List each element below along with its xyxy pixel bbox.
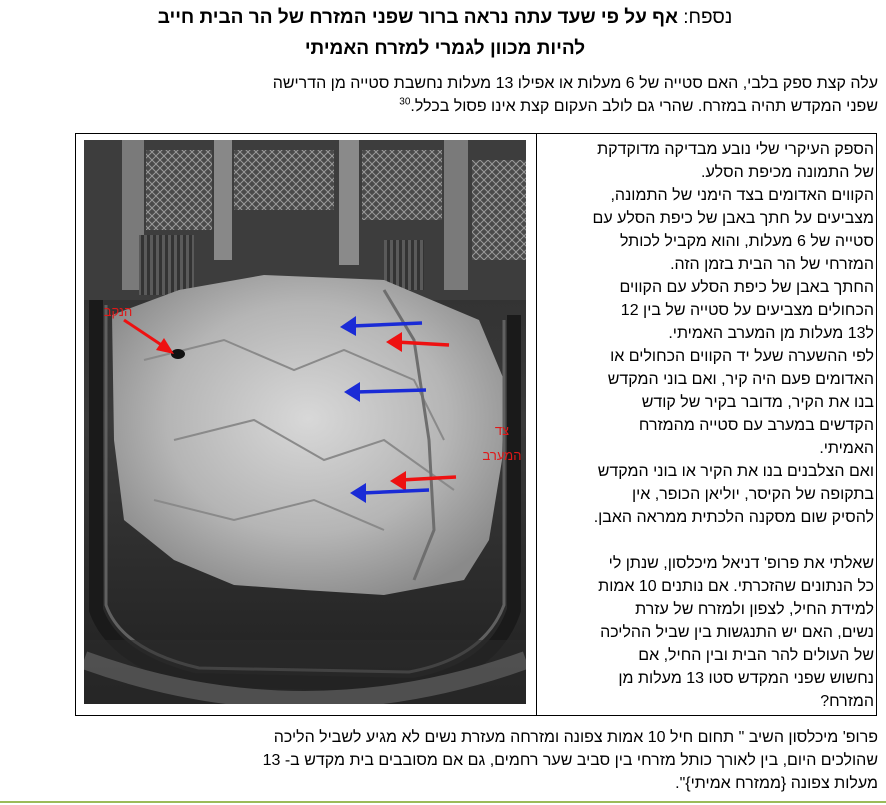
caption-line: החתך באבן של כיפת הסלע עם הקווים (619, 279, 874, 296)
caption-line: הכחולים מצביעים על סטייה של בין 12 (620, 302, 874, 319)
dome-of-the-rock-photo (84, 140, 526, 704)
intro-line-1: עלה קצת ספק בלבי, האם סטייה של 6 מעלות או אפילו 13 מעלות נחשבת סטייה מן הדרישה (272, 75, 878, 92)
caption-line: ל13 מעלות מן המערב האמיתי. (668, 325, 874, 342)
caption-line: בנו את הקיר, מדובר בקיר של קודש (641, 394, 874, 411)
caption-line: נשים, האם יש התנגשות בין שביל ההליכה (600, 624, 874, 641)
window-4 (472, 160, 526, 260)
blue-arrow-2-shaft (356, 390, 426, 392)
caption-line: האמיתי. (819, 440, 874, 457)
caption-line: של העולים להר הבית ובין החיל, אם (638, 647, 874, 664)
bottom-rule (0, 801, 886, 803)
shrine-left (139, 235, 194, 295)
heading-lead: נספח: (683, 7, 733, 28)
answer-line-3: מעלות צפונה {ממזרח אמיתי}". (675, 775, 878, 792)
intro-line-2-text: שפני המקדש תהיה במזרח. שהרי גם לולב העקום קצת אינו פסול בכלל. (410, 98, 878, 115)
footnote-marker: 30 (399, 96, 411, 108)
caption-line: נחשוש שפני המקדש סטו 13 מעלות מן (618, 670, 874, 687)
heading-line-1 (14, 2, 876, 33)
caption-line: סטייה של 6 מעלות, והוא מקביל לכותל (620, 233, 874, 250)
shrine-right (384, 240, 424, 290)
window-2 (234, 150, 334, 210)
caption-line: של התמונה מכיפת הסלע. (701, 164, 874, 181)
caption-line: האדומים פעם היה קיר, ואם בוני המקדש (607, 371, 874, 388)
heading-title-1: אף על פי שעד עתה נראה ברור שפני המזרח של הר הבית חייב (157, 7, 678, 28)
figure-table (75, 133, 877, 716)
caption-line: הספק העיקרי שלי נובע מבדיקה מדוקדקת (597, 141, 874, 158)
appendix-heading (14, 2, 876, 64)
pillar-4 (444, 140, 468, 290)
table-divider (536, 134, 537, 715)
window-1 (146, 150, 212, 230)
photo-caption (544, 138, 874, 713)
caption-spacer (544, 529, 874, 552)
label-side: צד (494, 423, 510, 438)
answer-line-2: שהולכים היום, בין לאורך כותל מזרחי בין סביב שער רחמים, גם אם מסובבים בית מקדש ב- 13 (262, 752, 878, 769)
caption-line: בתקופה של הקיסר, יוליאן הכופר, אין (631, 486, 874, 503)
label-hole: הנקב (103, 304, 133, 319)
caption-line: הקדשים במערב עם סטייה מהמזרח (638, 417, 874, 434)
answer-line-1: פרופ' מיכלסון השיב " תחום חיל 10 אמות צפונה ומזרחה מעזרת נשים לא מגיע לשביל הליכה (273, 729, 878, 746)
caption-line: ואם הצלבנים בנו את הקיר או בוני המקדש (597, 463, 874, 480)
caption-line: כל הנתונים שהזכרתי. אם נותנים 10 אמות (598, 578, 874, 595)
answer-paragraph (75, 726, 878, 795)
pillar-3 (339, 140, 359, 265)
intro-line-2 (70, 95, 878, 118)
heading-title-2: להיות מכוון לגמרי למזרח האמיתי (304, 38, 586, 59)
intro-paragraph (70, 72, 878, 118)
caption-line: מצביעים על חתך באבן של כיפת הסלע עם (592, 210, 874, 227)
caption-line: המזרחי של הר הבית בזמן הזה. (670, 256, 874, 273)
caption-line: להסיק שום מסקנה הלכתית ממראה האבן. (593, 509, 874, 526)
caption-line: שאלתי את פרופ' דניאל מיכלסון, שנתן לי (608, 555, 874, 572)
caption-line: לפי ההשערה שעל יד הקווים הכחולים או (610, 348, 874, 365)
caption-line: למידת החיל, לצפון ולמזרח של עזרת (635, 601, 874, 618)
rock-hole (171, 349, 185, 359)
caption-line: הקווים האדומים בצד הימני של התמונה, (610, 187, 874, 204)
window-3 (362, 150, 442, 220)
caption-line: המזרח? (820, 693, 874, 710)
pillar-2 (214, 140, 232, 260)
rock-surface (112, 275, 504, 595)
label-west: המערב (482, 448, 522, 463)
